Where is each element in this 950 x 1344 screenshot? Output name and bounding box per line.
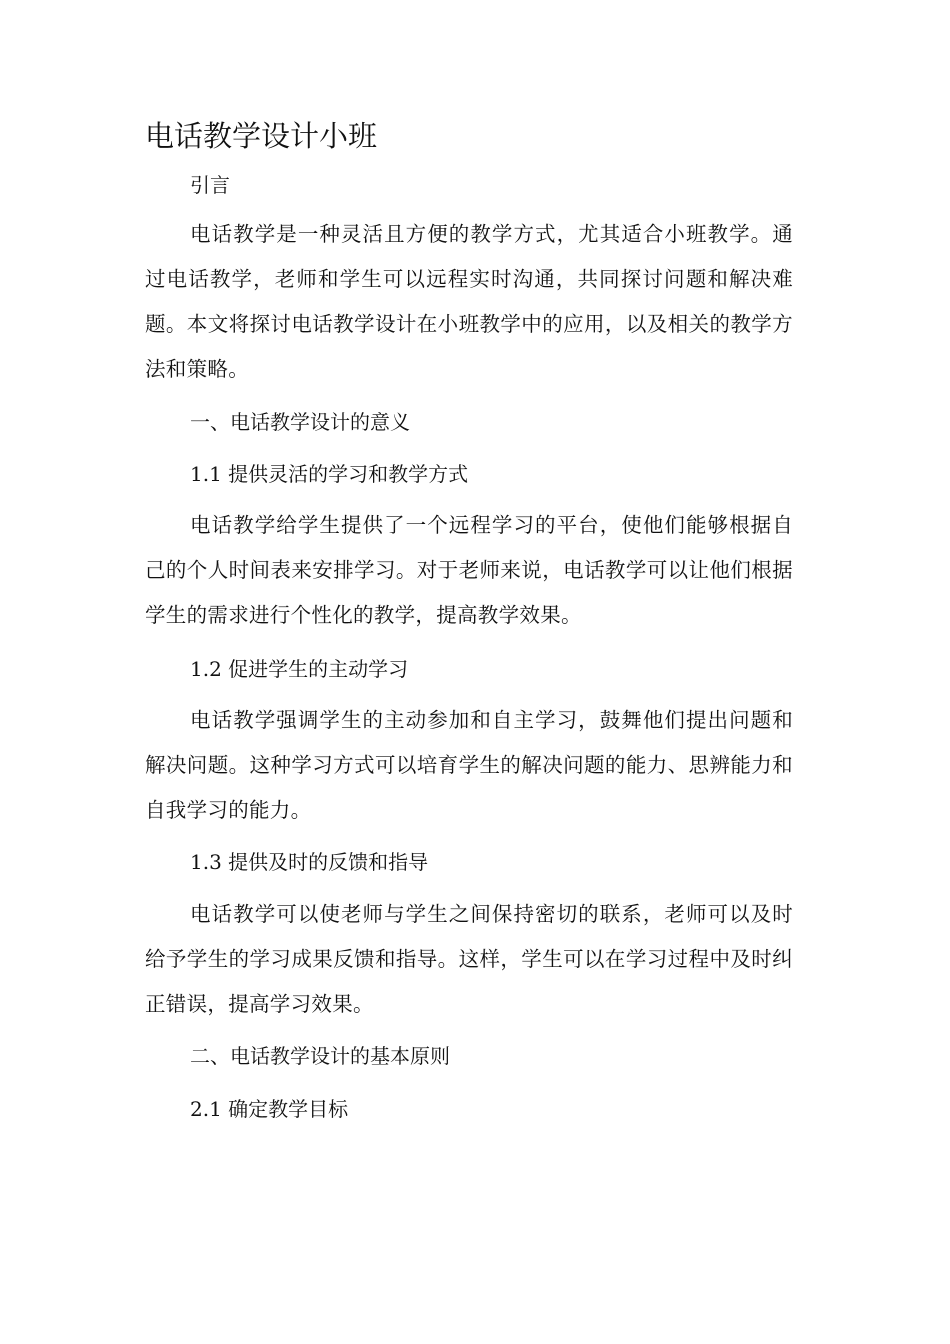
section-1-1-heading: 1.1 提供灵活的学习和教学方式	[190, 462, 469, 486]
intro-paragraph: 电话教学是一种灵活且方便的教学方式，尤其适合小班教学。通过电话教学，老师和学生可以远程实时沟通，共同探讨问题和解决难题。本文将探讨电话教学设计在小班教学中的应用，以及相关的教学方法和策略。	[145, 222, 793, 381]
section-2-1-heading: 2.1 确定教学目标	[190, 1097, 349, 1121]
section-2-heading: 二、电话教学设计的基本原则	[190, 1044, 450, 1068]
section-1-1-paragraph: 电话教学给学生提供了一个远程学习的平台，使他们能够根据自己的个人时间表来安排学习。对于老师来说，电话教学可以让他们根据学生的需求进行个性化的教学，提高教学效果。	[145, 513, 793, 627]
intro-heading: 引言	[190, 173, 230, 197]
document-title: 电话教学设计小班	[145, 119, 378, 153]
section-1-3-paragraph: 电话教学可以使老师与学生之间保持密切的联系，老师可以及时给予学生的学习成果反馈和指导。这样，学生可以在学习过程中及时纠正错误，提高学习效果。	[145, 902, 793, 1016]
section-1-2-paragraph: 电话教学强调学生的主动参加和自主学习，鼓舞他们提出问题和解决问题。这种学习方式可以培育学生的解决问题的能力、思辨能力和自我学习的能力。	[145, 708, 793, 822]
section-1-2-heading: 1.2 促进学生的主动学习	[190, 657, 409, 681]
section-1-3-heading: 1.3 提供及时的反馈和指导	[190, 850, 429, 874]
section-1-heading: 一、电话教学设计的意义	[190, 410, 410, 434]
